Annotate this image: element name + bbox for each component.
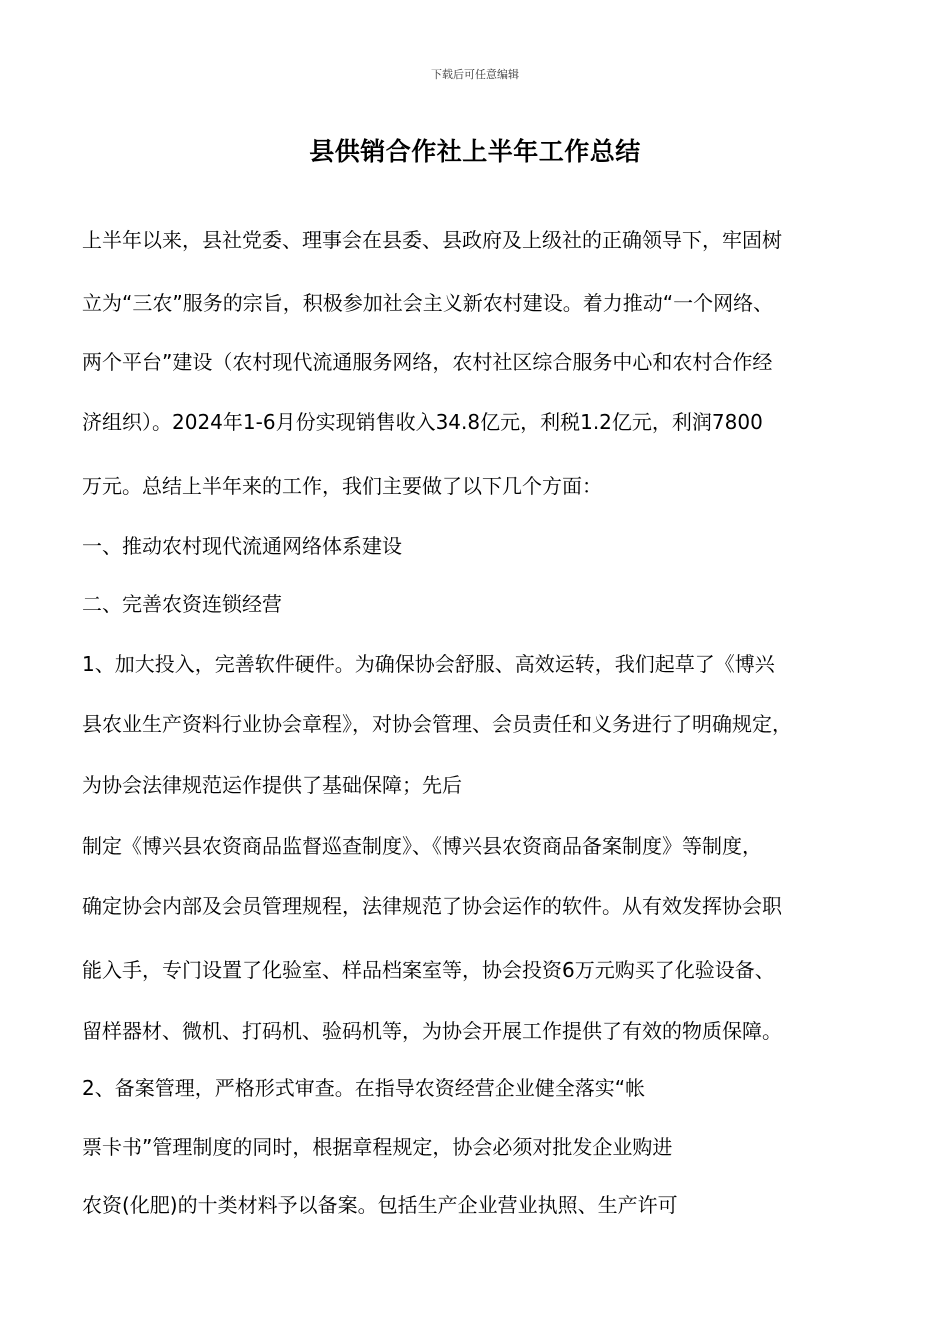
body-line: 农资(化肥)的十类材料予以备案。包括生产企业营业执照、生产许可	[82, 1193, 678, 1217]
body-line: 万元。总结上半年来的工作，我们主要做了以下几个方面：	[82, 474, 602, 498]
section-heading: 一、推动农村现代流通网络体系建设	[82, 534, 402, 558]
section-heading: 二、完善农资连锁经营	[82, 592, 282, 616]
body-line: 1、加大投入，完善软件硬件。为确保协会舒服、高效运转，我们起草了《博兴	[82, 652, 775, 676]
body-line: 两个平台”建设（农村现代流通服务网络，农村社区综合服务中心和农村合作经	[82, 350, 773, 374]
body-line: 2、备案管理，严格形式审查。在指导农资经营企业健全落实“帐	[82, 1076, 646, 1100]
document-title: 县供销合作社上半年工作总结	[309, 137, 641, 166]
body-line: 为协会法律规范运作提供了基础保障；先后	[82, 773, 462, 797]
body-line: 票卡书”管理制度的同时，根据章程规定，协会必须对批发企业购进	[82, 1135, 673, 1159]
body-line: 制定《博兴县农资商品监督巡查制度》、《博兴县农资商品备案制度》等制度，	[82, 834, 762, 858]
body-line: 县农业生产资料行业协会章程》，对协会管理、会员责任和义务进行了明确规定，	[82, 712, 792, 736]
body-line: 立为“三农”服务的宗旨，积极参加社会主义新农村建设。着力推动“一个网络、	[82, 291, 774, 315]
body-line: 留样器材、微机、打码机、验码机等，为协会开展工作提供了有效的物质保障。	[82, 1019, 782, 1043]
body-line: 能入手，专门设置了化验室、样品档案室等，协会投资6万元购买了化验设备、	[82, 958, 775, 982]
header-note: 下载后可任意编辑	[431, 68, 519, 81]
body-line: 济组织）。2024年1-6月份实现销售收入34.8亿元，利税1.2亿元，利润7800	[82, 410, 763, 434]
body-line: 上半年以来，县社党委、理事会在县委、县政府及上级社的正确领导下，牢固树	[82, 228, 782, 252]
body-line: 确定协会内部及会员管理规程，法律规范了协会运作的软件。从有效发挥协会职	[82, 894, 782, 918]
